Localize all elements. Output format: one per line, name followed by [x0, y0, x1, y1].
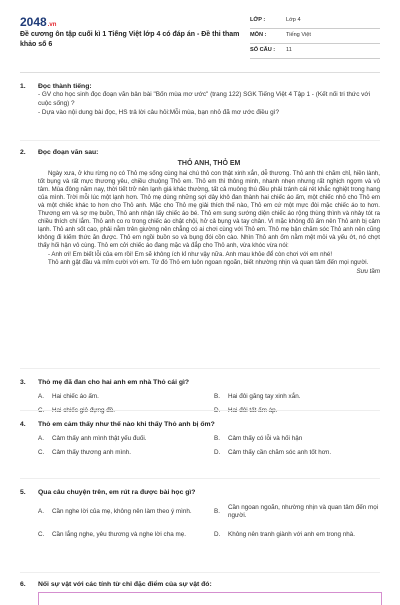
question-number: 5. — [20, 489, 26, 496]
logo-suffix: .vn — [47, 22, 57, 28]
question-4 — [20, 420, 380, 457]
option-d[interactable]: D. Không nên tranh giành với anh em trong nhà. — [214, 530, 356, 538]
question-title: Đọc thành tiếng: — [38, 83, 92, 90]
answer-options — [20, 503, 380, 544]
question-5 — [20, 488, 380, 544]
story-text — [38, 170, 380, 267]
divider — [20, 410, 380, 411]
question-title: Thỏ em cảm thấy như thế nào khi thấy Thỏ anh bị ốm? — [38, 421, 215, 428]
option-d[interactable]: D. Cảm thấy cần chăm sóc anh tốt hơn. — [214, 448, 332, 456]
question-body — [20, 159, 380, 276]
answer-options — [20, 393, 380, 415]
option-c[interactable]: C. Cần lắng nghe, yêu thương và nghe lời cha mẹ. — [38, 530, 186, 538]
logo-main: 2048 — [20, 15, 47, 29]
question-number: 1. — [20, 83, 26, 90]
meta-key: SỐ CÂU : — [250, 47, 276, 54]
option-b[interactable]: B. Hai đôi găng tay xinh xắn. — [214, 393, 301, 401]
meta-value: Lớp 4 — [286, 17, 301, 24]
question-number: 4. — [20, 421, 26, 428]
question-number: 3. — [20, 379, 26, 386]
meta-value: Tiếng Việt — [286, 32, 311, 39]
story-paragraph: Thỏ anh gật đầu và mỉm cười với em. Từ đó Thỏ em luôn ngoan ngoãn, biết nhường nhịn và quan tâm đến mọi người. — [48, 258, 369, 266]
meta-row-grade — [250, 14, 380, 29]
divider — [20, 140, 380, 141]
instruction-line: - GV cho học sinh đọc đoạn văn bản bài "Bốn mùa mơ ước" (trang 122) SGK Tiếng Việt 4 Tập 1 - (Kết nối tri thức với cuộc sống) ? — [38, 91, 370, 107]
meta-table — [250, 14, 380, 59]
option-b[interactable]: B. Cảm thấy có lỗi và hối hận — [214, 435, 303, 443]
question-6 — [20, 580, 380, 589]
meta-key: LỚP : — [250, 17, 266, 24]
option-b[interactable]: B. Cần ngoan ngoãn, nhường nhịn và quan tâm đến mọi người. — [214, 503, 379, 520]
divider — [20, 572, 380, 573]
answer-options — [20, 435, 380, 457]
option-d[interactable]: D. Hai đôi tất ấm áp. — [214, 406, 278, 414]
matching-box — [38, 592, 382, 605]
question-number: 6. — [20, 581, 26, 588]
meta-row-count — [250, 44, 380, 59]
meta-value: 11 — [286, 47, 292, 54]
question-title: Nối sự vật với các tính từ chỉ đặc điểm của sự vật đó: — [38, 581, 212, 588]
question-title: Đọc đoạn văn sau: — [38, 149, 99, 156]
question-heading — [20, 580, 380, 589]
meta-key: MÔN : — [250, 32, 267, 39]
instruction-line: - Dựa vào nội dung bài đọc, HS trả lời câu hỏi:Mỗi mùa, bạn nhỏ đã mơ ước điều gì? — [38, 109, 280, 117]
option-a[interactable]: A. Cảm thấy anh mình thật yếu đuối. — [38, 435, 147, 443]
story-title: THỎ ANH, THỎ EM — [177, 160, 241, 168]
story-paragraph: Ngày xưa, ở khu rừng nọ có Thỏ mẹ sống cùng hai chú thỏ con thật xinh xắn, dễ thương. Thỏ anh thì chăm chỉ, hiền lành, tốt bụng và rất mực thương yêu, chiều chuộng Thỏ em. Thỏ em thì thông minh, nhanh nhẹn nhưng rất nghịch ngợm và vô tâm. Mùa đông năm nay, thời tiết trở nên lạnh giá khác thường, tất cả muông thú đều phải tránh cái rét khắc nghiệt trong hang của mình. Trời mỗi lúc một lạnh hơn. Thỏ mẹ dùng những sợi dây khô đan thành hai chiếc áo ấm, một chiếc nhỏ cho Thỏ em và một chiếc khác to hơn cho Thỏ anh. Mặc cho Thỏ mẹ giải thích thế nào, Thỏ em cứ một mực đòi mặc chiếc áo to hơn. Thương em và sợ mẹ buồn, Thỏ anh nhận lấy chiếc áo bé. Thỏ em sung sướng diện chiếc áo rộng thùng thình và nhảy tót ra chiều thích chí lắm. Thỏ anh co ro trong chiếc áo chật chội, hở cả bụng và tay chân. Vì mặc không đủ ấm nên Thỏ anh bị cảm lạnh. Thỏ anh sốt cao, phải nằm trên giường nên chẳng có ai chơi cùng với Thỏ em. Thỏ mẹ bận chăm sóc Thỏ anh nên cũng không đi kiếm thức ăn được. Thỏ em ngồi buồn so và bụng đói cồn cào. Nhìn Thỏ anh ốm nằm mệt mỏi và yếu ớt, nó chợt thấy hối hận vô cùng. Thỏ em cởi chiếc áo đang mặc và đắp cho Thỏ anh, vừa khóc vừa nói: — [38, 169, 380, 250]
question-1 — [20, 82, 380, 119]
question-heading — [20, 488, 380, 497]
option-a[interactable]: A. Cần nghe lời của mẹ, không nên làm theo ý mình. — [38, 507, 192, 515]
question-heading — [20, 378, 380, 387]
question-number: 2. — [20, 149, 26, 156]
question-title: Thỏ mẹ đã đan cho hai anh em nhà Thỏ cái gì? — [38, 379, 190, 386]
divider — [20, 478, 380, 479]
story-paragraph: - Anh ơi! Em biết lỗi của em rồi! Em sẽ không ích kỉ như vậy nữa. Anh mau khỏe để còn chơi với em nhé! — [48, 250, 333, 258]
document-title: Đề cương ôn tập cuối kì 1 Tiếng Việt lớp 4 có đáp án - Đề thi tham khảo số 6 — [20, 31, 240, 48]
story-source: Sưu tầm — [356, 267, 380, 275]
question-2 — [20, 148, 380, 276]
meta-row-subject — [250, 29, 380, 44]
option-a[interactable]: A. Hai chiếc áo ấm. — [38, 393, 99, 401]
question-heading — [20, 82, 380, 91]
option-c[interactable]: C. Hai chiếc giỏ đựng đồ. — [38, 406, 116, 414]
question-heading — [20, 420, 380, 429]
site-logo[interactable] — [20, 14, 56, 30]
option-c[interactable]: C. Cảm thấy thương anh mình. — [38, 448, 132, 456]
header-divider — [20, 72, 380, 73]
divider — [20, 368, 380, 369]
question-title: Qua câu chuyện trên, em rút ra được bài học gì? — [38, 489, 196, 496]
question-heading — [20, 148, 380, 157]
question-body — [20, 91, 380, 118]
